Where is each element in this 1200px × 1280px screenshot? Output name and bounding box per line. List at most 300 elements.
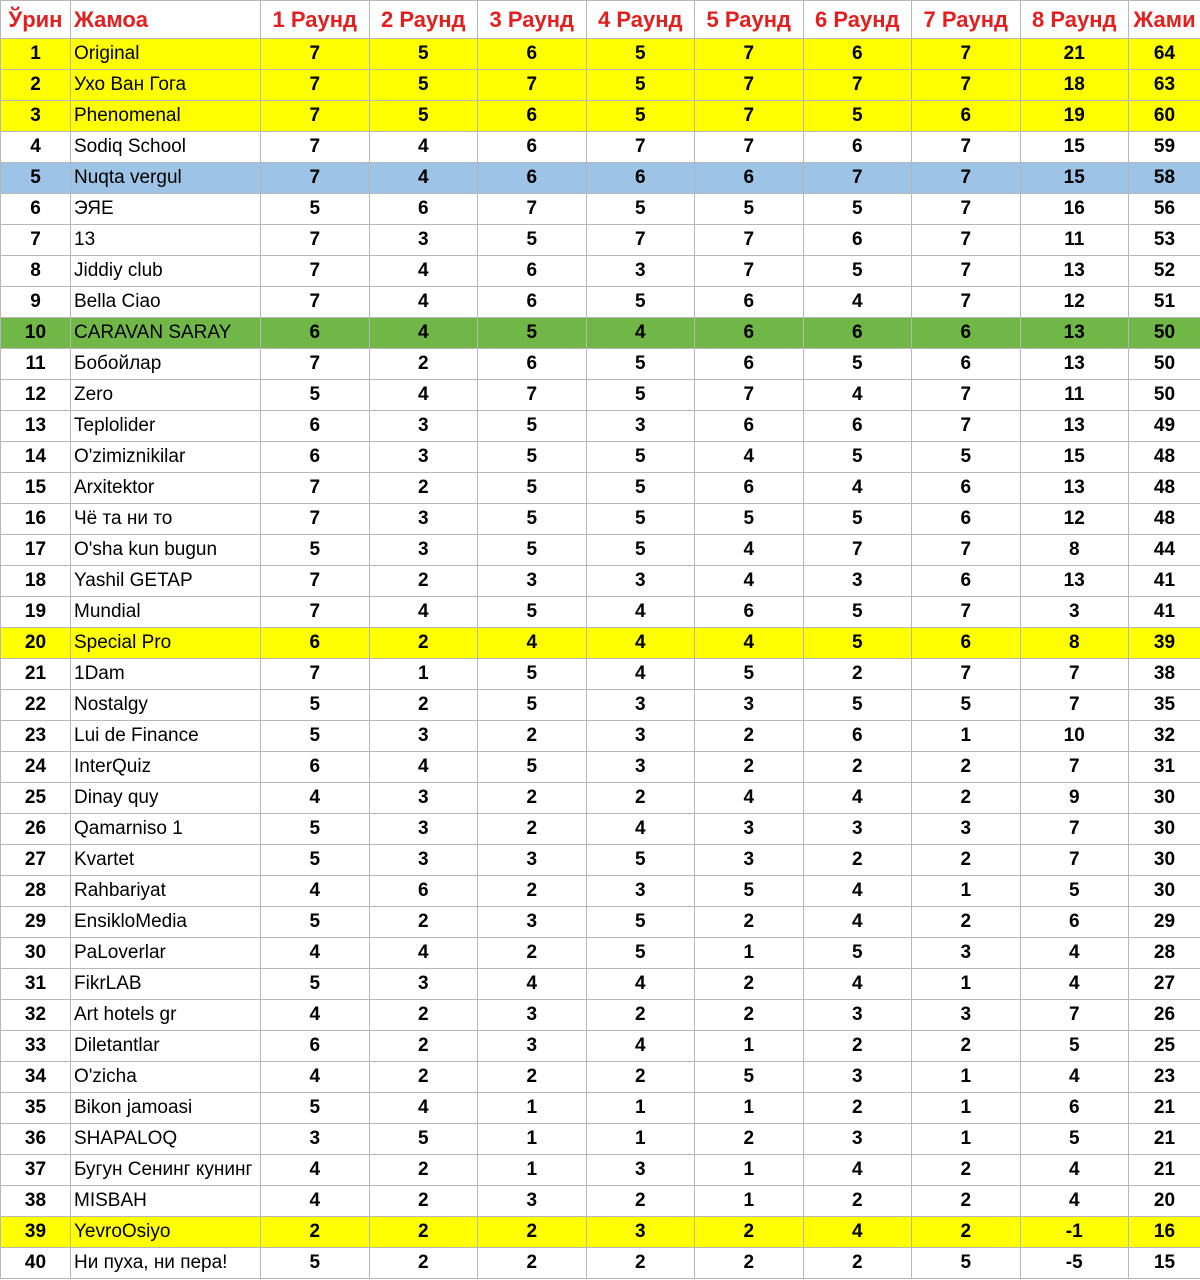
total-cell: 50	[1129, 380, 1200, 411]
round-1-cell: 5	[261, 969, 370, 1000]
round-7-cell: 7	[912, 70, 1021, 101]
round-3-cell: 5	[478, 442, 587, 473]
rank-cell: 36	[1, 1124, 71, 1155]
round-2-cell: 2	[369, 1062, 478, 1093]
round-6-cell: 5	[803, 256, 912, 287]
team-name-cell: Jiddiy club	[71, 256, 261, 287]
round-6-cell: 4	[803, 969, 912, 1000]
round-1-cell: 5	[261, 690, 370, 721]
round-2-cell: 6	[369, 194, 478, 225]
round-5-cell: 5	[695, 194, 804, 225]
round-5-cell: 1	[695, 1093, 804, 1124]
round-6-cell: 3	[803, 566, 912, 597]
table-row	[1, 349, 1200, 380]
round-4-cell: 2	[586, 783, 695, 814]
header-round-3: 3 Раунд	[478, 1, 587, 39]
round-3-cell: 5	[478, 752, 587, 783]
round-2-cell: 3	[369, 504, 478, 535]
round-3-cell: 7	[478, 380, 587, 411]
rank-cell: 35	[1, 1093, 71, 1124]
team-name-cell: 1Dam	[71, 659, 261, 690]
round-4-cell: 4	[586, 969, 695, 1000]
total-cell: 35	[1129, 690, 1200, 721]
rank-cell: 19	[1, 597, 71, 628]
round-1-cell: 7	[261, 659, 370, 690]
round-1-cell: 7	[261, 349, 370, 380]
round-1-cell: 2	[261, 1217, 370, 1248]
team-name-cell: Rahbariyat	[71, 876, 261, 907]
round-4-cell: 5	[586, 473, 695, 504]
round-8-cell: 3	[1020, 597, 1129, 628]
round-8-cell: 19	[1020, 101, 1129, 132]
round-8-cell: 8	[1020, 628, 1129, 659]
round-6-cell: 4	[803, 380, 912, 411]
round-7-cell: 1	[912, 876, 1021, 907]
round-1-cell: 6	[261, 318, 370, 349]
round-4-cell: 4	[586, 1031, 695, 1062]
rank-cell: 6	[1, 194, 71, 225]
rank-cell: 24	[1, 752, 71, 783]
round-7-cell: 7	[912, 132, 1021, 163]
team-name-cell: Dinay quy	[71, 783, 261, 814]
round-7-cell: 7	[912, 194, 1021, 225]
round-4-cell: 3	[586, 256, 695, 287]
round-1-cell: 5	[261, 1248, 370, 1279]
round-1-cell: 7	[261, 504, 370, 535]
round-3-cell: 3	[478, 1031, 587, 1062]
round-5-cell: 5	[695, 1062, 804, 1093]
round-8-cell: 5	[1020, 1031, 1129, 1062]
round-7-cell: 6	[912, 566, 1021, 597]
round-4-cell: 2	[586, 1186, 695, 1217]
table-row	[1, 1186, 1200, 1217]
round-2-cell: 1	[369, 659, 478, 690]
round-6-cell: 4	[803, 1155, 912, 1186]
team-name-cell: Nuqta vergul	[71, 163, 261, 194]
round-2-cell: 2	[369, 628, 478, 659]
team-name-cell: EnsikloMedia	[71, 907, 261, 938]
round-3-cell: 1	[478, 1155, 587, 1186]
round-4-cell: 4	[586, 318, 695, 349]
total-cell: 30	[1129, 876, 1200, 907]
round-5-cell: 6	[695, 411, 804, 442]
total-cell: 41	[1129, 597, 1200, 628]
round-1-cell: 7	[261, 225, 370, 256]
round-7-cell: 2	[912, 1217, 1021, 1248]
team-name-cell: Original	[71, 39, 261, 70]
round-8-cell: 18	[1020, 70, 1129, 101]
round-8-cell: 15	[1020, 163, 1129, 194]
round-7-cell: 2	[912, 1186, 1021, 1217]
round-5-cell: 7	[695, 256, 804, 287]
round-4-cell: 5	[586, 535, 695, 566]
round-8-cell: 15	[1020, 442, 1129, 473]
round-5-cell: 6	[695, 473, 804, 504]
total-cell: 38	[1129, 659, 1200, 690]
round-3-cell: 6	[478, 101, 587, 132]
rank-cell: 39	[1, 1217, 71, 1248]
round-4-cell: 3	[586, 1155, 695, 1186]
table-row	[1, 70, 1200, 101]
round-7-cell: 1	[912, 1093, 1021, 1124]
round-1-cell: 7	[261, 287, 370, 318]
round-7-cell: 3	[912, 938, 1021, 969]
round-6-cell: 2	[803, 1248, 912, 1279]
round-5-cell: 2	[695, 1217, 804, 1248]
round-8-cell: 16	[1020, 194, 1129, 225]
round-5-cell: 6	[695, 349, 804, 380]
round-8-cell: 4	[1020, 1155, 1129, 1186]
total-cell: 48	[1129, 473, 1200, 504]
round-1-cell: 6	[261, 442, 370, 473]
round-7-cell: 5	[912, 442, 1021, 473]
round-6-cell: 2	[803, 1186, 912, 1217]
total-cell: 32	[1129, 721, 1200, 752]
round-1-cell: 4	[261, 1155, 370, 1186]
team-name-cell: Qamarniso 1	[71, 814, 261, 845]
round-8-cell: 4	[1020, 938, 1129, 969]
round-6-cell: 4	[803, 907, 912, 938]
round-4-cell: 2	[586, 1248, 695, 1279]
rank-cell: 16	[1, 504, 71, 535]
team-name-cell: 13	[71, 225, 261, 256]
round-2-cell: 3	[369, 225, 478, 256]
round-1-cell: 7	[261, 256, 370, 287]
table-row	[1, 845, 1200, 876]
total-cell: 23	[1129, 1062, 1200, 1093]
round-8-cell: 13	[1020, 349, 1129, 380]
total-cell: 31	[1129, 752, 1200, 783]
round-4-cell: 5	[586, 101, 695, 132]
rank-cell: 31	[1, 969, 71, 1000]
total-cell: 20	[1129, 1186, 1200, 1217]
round-5-cell: 7	[695, 225, 804, 256]
rank-cell: 9	[1, 287, 71, 318]
round-2-cell: 5	[369, 1124, 478, 1155]
round-8-cell: 11	[1020, 225, 1129, 256]
round-3-cell: 4	[478, 628, 587, 659]
team-name-cell: Teplolider	[71, 411, 261, 442]
round-6-cell: 5	[803, 349, 912, 380]
round-6-cell: 5	[803, 628, 912, 659]
total-cell: 60	[1129, 101, 1200, 132]
round-3-cell: 5	[478, 659, 587, 690]
round-5-cell: 5	[695, 876, 804, 907]
round-1-cell: 7	[261, 101, 370, 132]
rank-cell: 23	[1, 721, 71, 752]
total-cell: 48	[1129, 442, 1200, 473]
round-3-cell: 2	[478, 721, 587, 752]
rank-cell: 22	[1, 690, 71, 721]
round-2-cell: 4	[369, 938, 478, 969]
round-6-cell: 6	[803, 132, 912, 163]
rank-cell: 33	[1, 1031, 71, 1062]
round-2-cell: 2	[369, 1186, 478, 1217]
round-1-cell: 4	[261, 876, 370, 907]
round-8-cell: 13	[1020, 318, 1129, 349]
round-3-cell: 3	[478, 1000, 587, 1031]
rank-cell: 29	[1, 907, 71, 938]
round-4-cell: 5	[586, 380, 695, 411]
round-1-cell: 7	[261, 163, 370, 194]
round-6-cell: 5	[803, 690, 912, 721]
total-cell: 41	[1129, 566, 1200, 597]
round-7-cell: 2	[912, 1031, 1021, 1062]
round-7-cell: 6	[912, 628, 1021, 659]
round-5-cell: 5	[695, 504, 804, 535]
round-2-cell: 2	[369, 349, 478, 380]
rank-cell: 14	[1, 442, 71, 473]
round-5-cell: 7	[695, 70, 804, 101]
table-row	[1, 442, 1200, 473]
round-7-cell: 7	[912, 535, 1021, 566]
round-8-cell: 12	[1020, 504, 1129, 535]
round-2-cell: 2	[369, 1155, 478, 1186]
round-2-cell: 3	[369, 783, 478, 814]
round-3-cell: 7	[478, 70, 587, 101]
rank-cell: 20	[1, 628, 71, 659]
round-2-cell: 2	[369, 690, 478, 721]
round-7-cell: 6	[912, 318, 1021, 349]
round-5-cell: 2	[695, 1124, 804, 1155]
round-4-cell: 5	[586, 907, 695, 938]
round-6-cell: 2	[803, 659, 912, 690]
round-2-cell: 4	[369, 597, 478, 628]
round-5-cell: 2	[695, 752, 804, 783]
round-7-cell: 7	[912, 659, 1021, 690]
round-7-cell: 6	[912, 504, 1021, 535]
round-1-cell: 4	[261, 1062, 370, 1093]
rank-cell: 37	[1, 1155, 71, 1186]
round-2-cell: 3	[369, 411, 478, 442]
table-row	[1, 318, 1200, 349]
round-7-cell: 5	[912, 690, 1021, 721]
round-2-cell: 2	[369, 1031, 478, 1062]
total-cell: 64	[1129, 39, 1200, 70]
round-8-cell: 6	[1020, 907, 1129, 938]
round-5-cell: 4	[695, 628, 804, 659]
rank-cell: 21	[1, 659, 71, 690]
total-cell: 27	[1129, 969, 1200, 1000]
round-7-cell: 2	[912, 907, 1021, 938]
round-1-cell: 3	[261, 1124, 370, 1155]
round-5-cell: 4	[695, 442, 804, 473]
round-7-cell: 2	[912, 845, 1021, 876]
round-2-cell: 4	[369, 318, 478, 349]
round-3-cell: 4	[478, 969, 587, 1000]
team-name-cell: Nostalgy	[71, 690, 261, 721]
round-3-cell: 5	[478, 597, 587, 628]
rank-cell: 38	[1, 1186, 71, 1217]
rank-cell: 18	[1, 566, 71, 597]
round-4-cell: 3	[586, 411, 695, 442]
team-name-cell: Бугун Сенинг кунинг	[71, 1155, 261, 1186]
round-6-cell: 6	[803, 721, 912, 752]
round-4-cell: 4	[586, 597, 695, 628]
total-cell: 30	[1129, 845, 1200, 876]
table-row	[1, 1155, 1200, 1186]
round-4-cell: 5	[586, 287, 695, 318]
round-6-cell: 6	[803, 225, 912, 256]
round-5-cell: 6	[695, 163, 804, 194]
round-1-cell: 4	[261, 1000, 370, 1031]
round-1-cell: 6	[261, 1031, 370, 1062]
round-1-cell: 7	[261, 70, 370, 101]
table-row	[1, 194, 1200, 225]
round-7-cell: 1	[912, 1062, 1021, 1093]
round-4-cell: 3	[586, 721, 695, 752]
rank-cell: 8	[1, 256, 71, 287]
header-rank: Ўрин	[1, 1, 71, 39]
round-8-cell: 9	[1020, 783, 1129, 814]
round-7-cell: 1	[912, 969, 1021, 1000]
total-cell: 21	[1129, 1155, 1200, 1186]
round-4-cell: 4	[586, 628, 695, 659]
round-5-cell: 1	[695, 938, 804, 969]
round-1-cell: 7	[261, 566, 370, 597]
round-5-cell: 7	[695, 380, 804, 411]
round-5-cell: 2	[695, 1248, 804, 1279]
round-8-cell: 5	[1020, 1124, 1129, 1155]
round-1-cell: 5	[261, 380, 370, 411]
round-4-cell: 3	[586, 690, 695, 721]
round-2-cell: 4	[369, 287, 478, 318]
round-8-cell: 15	[1020, 132, 1129, 163]
round-4-cell: 5	[586, 194, 695, 225]
team-name-cell: Ни пуха, ни пера!	[71, 1248, 261, 1279]
table-row	[1, 969, 1200, 1000]
round-5-cell: 2	[695, 721, 804, 752]
round-3-cell: 2	[478, 1248, 587, 1279]
total-cell: 50	[1129, 349, 1200, 380]
total-cell: 63	[1129, 70, 1200, 101]
total-cell: 48	[1129, 504, 1200, 535]
round-3-cell: 2	[478, 1217, 587, 1248]
table-row	[1, 1248, 1200, 1279]
team-name-cell: Phenomenal	[71, 101, 261, 132]
round-4-cell: 5	[586, 938, 695, 969]
round-5-cell: 3	[695, 814, 804, 845]
total-cell: 30	[1129, 783, 1200, 814]
table-row	[1, 225, 1200, 256]
table-row	[1, 1062, 1200, 1093]
round-3-cell: 6	[478, 132, 587, 163]
round-3-cell: 2	[478, 783, 587, 814]
round-8-cell: 4	[1020, 969, 1129, 1000]
header-row	[1, 1, 1200, 39]
round-6-cell: 2	[803, 1093, 912, 1124]
round-4-cell: 1	[586, 1093, 695, 1124]
round-3-cell: 6	[478, 256, 587, 287]
total-cell: 56	[1129, 194, 1200, 225]
round-6-cell: 5	[803, 101, 912, 132]
round-8-cell: 13	[1020, 566, 1129, 597]
total-cell: 58	[1129, 163, 1200, 194]
round-6-cell: 6	[803, 39, 912, 70]
team-name-cell: Yashil GETAP	[71, 566, 261, 597]
round-3-cell: 3	[478, 566, 587, 597]
table-row	[1, 1000, 1200, 1031]
round-5-cell: 6	[695, 287, 804, 318]
round-7-cell: 7	[912, 39, 1021, 70]
table-row	[1, 938, 1200, 969]
round-3-cell: 5	[478, 225, 587, 256]
round-8-cell: 7	[1020, 1000, 1129, 1031]
round-8-cell: 21	[1020, 39, 1129, 70]
table-row	[1, 101, 1200, 132]
round-7-cell: 7	[912, 287, 1021, 318]
rank-cell: 4	[1, 132, 71, 163]
table-row	[1, 473, 1200, 504]
round-1-cell: 7	[261, 132, 370, 163]
rank-cell: 25	[1, 783, 71, 814]
round-1-cell: 5	[261, 194, 370, 225]
round-1-cell: 7	[261, 597, 370, 628]
round-3-cell: 2	[478, 876, 587, 907]
rank-cell: 34	[1, 1062, 71, 1093]
table-row	[1, 535, 1200, 566]
round-2-cell: 5	[369, 39, 478, 70]
round-4-cell: 2	[586, 1062, 695, 1093]
team-name-cell: YevroOsiyo	[71, 1217, 261, 1248]
round-3-cell: 2	[478, 814, 587, 845]
rank-cell: 1	[1, 39, 71, 70]
round-5-cell: 7	[695, 101, 804, 132]
rank-cell: 11	[1, 349, 71, 380]
table-row	[1, 1124, 1200, 1155]
round-5-cell: 2	[695, 969, 804, 1000]
round-5-cell: 5	[695, 659, 804, 690]
round-6-cell: 7	[803, 163, 912, 194]
round-8-cell: 5	[1020, 876, 1129, 907]
table-row	[1, 411, 1200, 442]
round-6-cell: 5	[803, 504, 912, 535]
total-cell: 15	[1129, 1248, 1200, 1279]
round-3-cell: 1	[478, 1124, 587, 1155]
team-name-cell: Zero	[71, 380, 261, 411]
round-5-cell: 4	[695, 535, 804, 566]
total-cell: 44	[1129, 535, 1200, 566]
rank-cell: 30	[1, 938, 71, 969]
round-1-cell: 6	[261, 628, 370, 659]
round-1-cell: 5	[261, 1093, 370, 1124]
team-name-cell: Kvartet	[71, 845, 261, 876]
round-5-cell: 7	[695, 132, 804, 163]
round-7-cell: 7	[912, 163, 1021, 194]
total-cell: 51	[1129, 287, 1200, 318]
round-3-cell: 1	[478, 1093, 587, 1124]
round-5-cell: 2	[695, 907, 804, 938]
team-name-cell: Ухо Ван Гога	[71, 70, 261, 101]
round-5-cell: 4	[695, 566, 804, 597]
round-3-cell: 5	[478, 473, 587, 504]
round-2-cell: 2	[369, 1217, 478, 1248]
total-cell: 53	[1129, 225, 1200, 256]
round-1-cell: 6	[261, 411, 370, 442]
round-8-cell: -1	[1020, 1217, 1129, 1248]
round-2-cell: 3	[369, 969, 478, 1000]
table-row	[1, 907, 1200, 938]
team-name-cell: Diletantlar	[71, 1031, 261, 1062]
round-6-cell: 3	[803, 814, 912, 845]
table-row	[1, 566, 1200, 597]
round-4-cell: 3	[586, 752, 695, 783]
round-1-cell: 5	[261, 907, 370, 938]
round-8-cell: 7	[1020, 814, 1129, 845]
round-2-cell: 3	[369, 442, 478, 473]
round-1-cell: 4	[261, 783, 370, 814]
round-8-cell: 7	[1020, 659, 1129, 690]
